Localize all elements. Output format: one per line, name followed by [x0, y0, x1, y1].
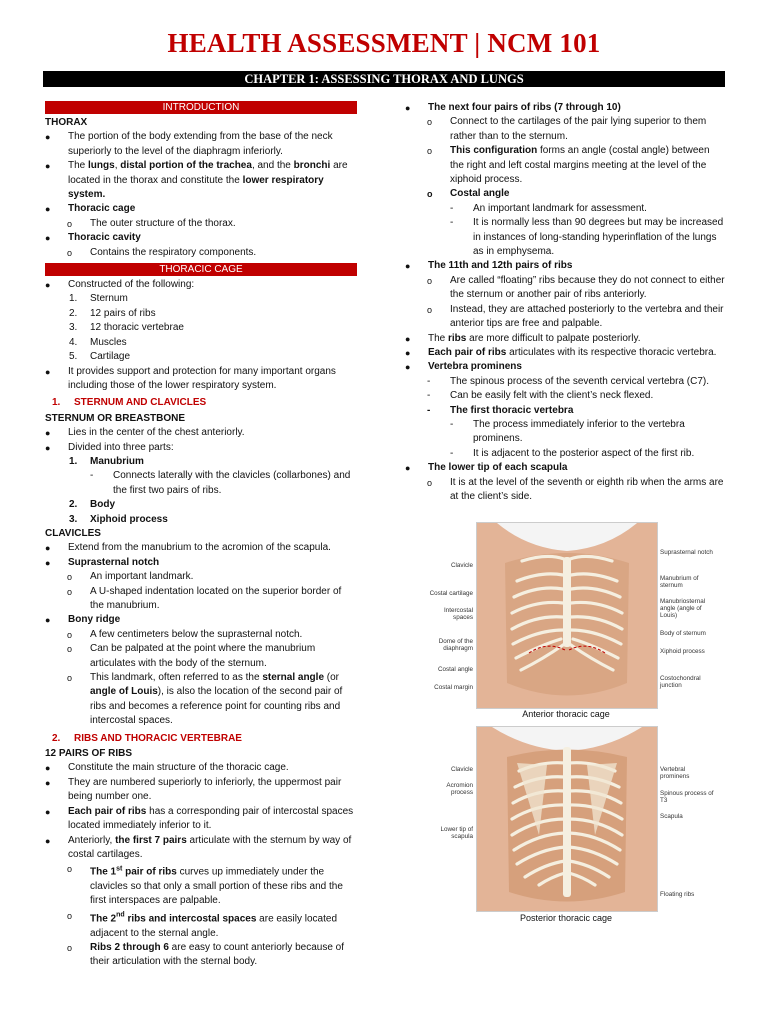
list-item: 4. Muscles — [69, 336, 127, 348]
list-item: o This landmark, often referred to as the sternal angle (or angle of Louis), is also the location of the second pair of ribs and becomes a reference point for counting ribs and intercostal spaces. — [67, 672, 343, 727]
list-item: o Instead, they are attached posteriorly to the vertebra and their anterior tips are free and palpable. — [427, 303, 724, 330]
list-item: - It is normally less than 90 degrees but may be increased in instances of long-standing hyperinflation of the lungs as in emphysema. — [450, 217, 724, 258]
figure-label: Vertebral prominens — [660, 766, 690, 780]
figure-label: Suprasternal notch — [660, 549, 713, 556]
list-item: ● They are numbered superiorly to inferiorly, the uppermost pair being number one. — [45, 776, 342, 803]
list-item: ● Thoracic cavity — [45, 232, 141, 244]
subsection-ribs-vertebrae: 2. RIBS AND THORACIC VERTEBRAE — [52, 732, 242, 744]
list-item: o Contains the respiratory components. — [67, 246, 257, 258]
figure-label: Manubrium of sternum — [660, 575, 699, 589]
list-item: ● It provides support and protection for many important organs including those of the lower respiratory system. — [45, 365, 336, 391]
clavicles-label: CLAVICLES — [45, 527, 101, 539]
left-column — [45, 100, 357, 970]
anterior-thoracic-cage-image — [476, 522, 658, 709]
figure-label: Intercostal spaces — [443, 607, 473, 621]
list-item: o Connect to the cartilages of the pair lying superior to them rather than to the sternum. — [427, 116, 707, 142]
list-item: ● Thoracic cage — [45, 203, 136, 215]
list-item: - It is adjacent to the posterior aspect of the first rib. — [450, 447, 695, 459]
list-item: 1. Manubrium — [69, 455, 144, 467]
figure-label: Lower tip of scapula — [440, 826, 473, 840]
figure-label: Clavicle — [450, 562, 473, 569]
ribs-label: 12 PAIRS OF RIBS — [45, 748, 133, 760]
list-item: ● Constructed of the following: — [45, 279, 195, 291]
figure-label: Xiphoid process — [660, 648, 705, 655]
list-item: ● Each pair of ribs has a corresponding pair of intercostal spaces located immediately inferior to it. — [45, 805, 354, 832]
list-item: ● The next four pairs of ribs (7 through 10) — [405, 102, 621, 113]
list-item: o It is at the level of the seventh or eighth rib when the arms are at the client’s side. — [427, 476, 724, 502]
anterior-figure-caption: Anterior thoracic cage — [522, 709, 610, 719]
posterior-thoracic-cage-image — [476, 726, 658, 912]
list-item: o This configuration forms an angle (costal angle) between the right and left costal margins meeting at the level of the xiphoid process. — [427, 145, 710, 186]
list-item: ● Lies in the center of the chest anteriorly. — [45, 427, 245, 439]
list-item: 2. Body — [69, 499, 115, 511]
list-item: 3. 12 thoracic vertebrae — [69, 322, 184, 334]
list-item: o Ribs 2 through 6 are easy to count anteriorly because of their articulation with the sternal body. — [67, 942, 345, 968]
list-item: - Can be easily felt with the client’s neck flexed. — [427, 390, 654, 402]
thorax-label: THORAX — [45, 117, 88, 128]
list-item: ● Anteriorly, the first 7 pairs articulate with the sternum by way of costal cartilages. — [45, 834, 352, 860]
posterior-figure-caption: Posterior thoracic cage — [519, 913, 613, 923]
list-item: o The 2nd ribs and intercostal spaces are easily located adjacent to the sternal angle. — [67, 910, 338, 939]
right-column — [405, 101, 725, 504]
list-item: o Can be palpated at the point where the manubrium articulates with the body of the sternum. — [67, 643, 316, 669]
list-item: 2. 12 pairs of ribs — [69, 307, 156, 319]
figure-label: Spinous process of T3 — [660, 790, 714, 804]
figure-label: Costal cartilage — [429, 590, 473, 597]
list-item: o Costal angle — [427, 188, 510, 200]
figure-label: Costal angle — [437, 666, 473, 673]
list-item: ● Each pair of ribs articulates with its respective thoracic vertebra. — [405, 346, 717, 358]
figure-label: Clavicle — [450, 766, 473, 773]
subsection-sternum-clavicles: 1. STERNUM AND CLAVICLES — [52, 397, 207, 409]
list-item: - The process immediately inferior to the vertebra prominens. — [450, 418, 685, 445]
list-item: ● The 11th and 12th pairs of ribs — [405, 260, 573, 272]
list-item: - The spinous process of the seventh cervical vertebra (C7). — [427, 375, 710, 387]
section-thoracic-cage: THORACIC CAGE — [45, 263, 357, 276]
list-item: - The first thoracic vertebra — [427, 404, 574, 416]
list-item: ● Extend from the manubrium to the acromion of the scapula. — [45, 542, 331, 554]
list-item: ● Divided into three parts: — [45, 441, 174, 453]
list-item: ● Suprasternal notch — [45, 556, 160, 568]
list-item: ● The portion of the body extending from the base of the neck superiorly to the level of the diaphragm inferiorly. — [45, 131, 333, 157]
list-item: o A few centimeters below the suprasternal notch. — [67, 628, 303, 640]
figure-label: Floating ribs — [660, 891, 695, 898]
list-item: 1. Sternum — [69, 293, 128, 305]
sternum-label: STERNUM OR BREASTBONE — [45, 412, 186, 424]
list-item: 3. Xiphoid process — [69, 513, 168, 525]
list-item: o Are called “floating” ribs because they do not connect to either the sternum or another pair of ribs anteriorly. — [427, 274, 725, 301]
figure-label: Manubriosternal angle (angle of Louis) — [660, 598, 706, 619]
section-introduction: INTRODUCTION — [45, 101, 357, 114]
list-item: - An important landmark for assessment. — [450, 202, 647, 214]
list-item: o The 1st pair of ribs curves up immediately under the clavicles so that only a small portion of these ribs and the first interspaces are palpable. — [67, 864, 343, 907]
figure-label: Dome of the diaphragm — [438, 638, 473, 652]
list-item: o The outer structure of the thorax. — [67, 217, 236, 229]
list-item: o An important landmark. — [67, 571, 194, 583]
page-title: HEALTH ASSESSMENT | NCM 101 — [167, 28, 601, 58]
figure-label: Acromion process — [446, 782, 473, 796]
list-item: 5. Cartilage — [69, 351, 131, 363]
list-item: ● The lower tip of each scapula — [405, 462, 568, 474]
list-item: ● The ribs are more difficult to palpate posteriorly. — [405, 332, 641, 344]
list-item: ● Bony ridge — [45, 614, 121, 626]
chapter-bar: CHAPTER 1: ASSESSING THORAX AND LUNGS — [43, 71, 725, 87]
list-item: o A U-shaped indentation located on the superior border of the manubrium. — [67, 585, 342, 611]
figure-label: Costochondral junction — [660, 675, 701, 689]
list-item: - Connects laterally with the clavicles (collarbones) and the first two pairs of ribs. — [90, 470, 351, 496]
list-item: ● Constitute the main structure of the thoracic cage. — [45, 762, 289, 774]
figure-label: Costal margin — [434, 684, 473, 691]
list-item: ● The lungs, distal portion of the trachea, and the bronchi are located in the thorax and constitute the lower respiratory system. — [45, 160, 348, 201]
figure-label: Body of sternum — [660, 630, 706, 637]
figure-label: Scapula — [660, 813, 683, 820]
list-item: ● Vertebra prominens — [405, 361, 522, 373]
